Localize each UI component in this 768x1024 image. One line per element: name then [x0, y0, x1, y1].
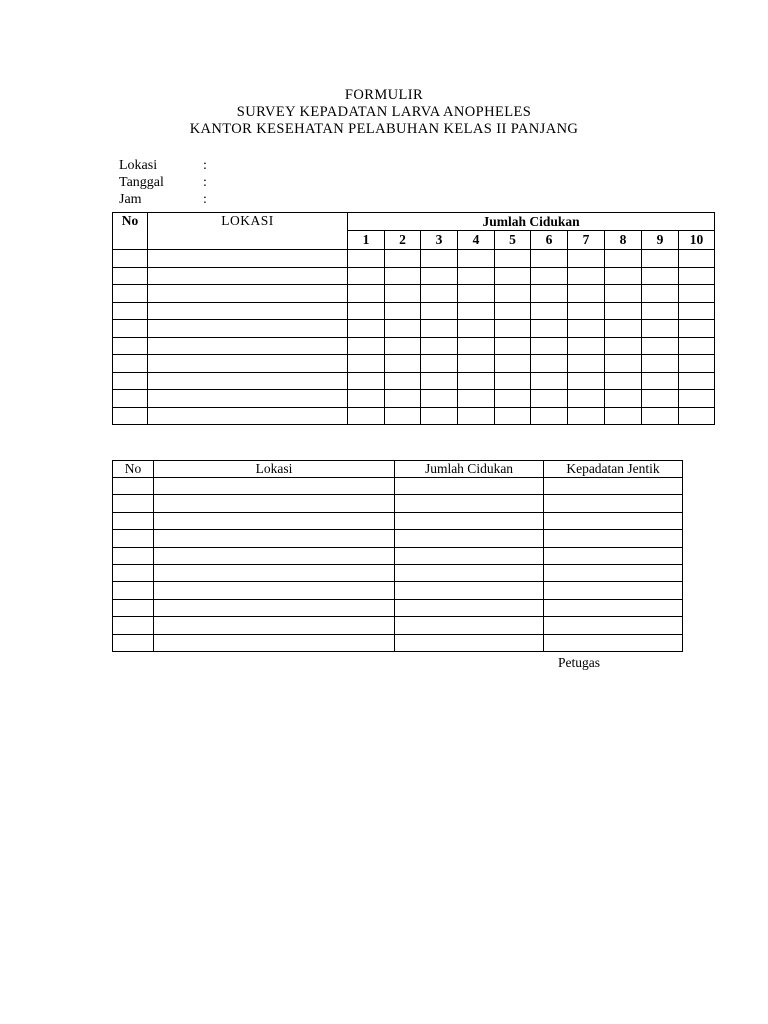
table-cell[interactable]: [679, 285, 715, 303]
table-cell[interactable]: [679, 407, 715, 425]
table-cell[interactable]: [568, 390, 605, 408]
table-cell[interactable]: [642, 372, 679, 390]
table-cell[interactable]: [544, 564, 683, 581]
col-lokasi-header: LOKASI: [148, 213, 348, 250]
table-cell[interactable]: [154, 617, 395, 634]
table-row: [113, 582, 683, 599]
table-cell[interactable]: [679, 302, 715, 320]
table-cell[interactable]: [154, 599, 395, 616]
table-cell[interactable]: [113, 390, 148, 408]
table-cell[interactable]: [458, 337, 495, 355]
table-cell[interactable]: [113, 478, 154, 495]
cidukan-table-body: [113, 250, 715, 425]
table-cell[interactable]: [113, 250, 148, 268]
table-cell[interactable]: [395, 564, 544, 581]
table-cell[interactable]: [348, 285, 385, 303]
table-row: [113, 390, 715, 408]
table-cell[interactable]: [531, 372, 568, 390]
table-cell[interactable]: [113, 617, 154, 634]
table-cell[interactable]: [154, 634, 395, 651]
table-cell[interactable]: [395, 478, 544, 495]
table-cell[interactable]: [531, 407, 568, 425]
cidukan-table: [112, 212, 715, 425]
col-cidukan-1-header: 1: [348, 231, 385, 250]
table-cell[interactable]: [531, 320, 568, 338]
field-separator: :: [203, 158, 207, 173]
table-cell[interactable]: [642, 285, 679, 303]
table-cell[interactable]: [642, 302, 679, 320]
signature-label: Petugas: [558, 655, 600, 670]
table-row: [113, 355, 715, 373]
table-cell[interactable]: [568, 355, 605, 373]
table-cell[interactable]: [568, 285, 605, 303]
table-cell[interactable]: [395, 582, 544, 599]
table-cell[interactable]: [154, 564, 395, 581]
table-cell[interactable]: [531, 285, 568, 303]
table-cell[interactable]: [113, 634, 154, 651]
table-cell[interactable]: [348, 390, 385, 408]
table-cell[interactable]: [395, 617, 544, 634]
table-cell[interactable]: [148, 407, 348, 425]
col-cidukan-7-header: 7: [568, 231, 605, 250]
table-cell[interactable]: [113, 512, 154, 529]
table-cell[interactable]: [605, 302, 642, 320]
table-cell[interactable]: [385, 285, 421, 303]
table-cell[interactable]: [544, 530, 683, 547]
col-cidukan-4-header: 4: [458, 231, 495, 250]
table-row: [113, 337, 715, 355]
table-cell[interactable]: [395, 512, 544, 529]
table-cell[interactable]: [385, 372, 421, 390]
table-cell[interactable]: [348, 407, 385, 425]
table-cell[interactable]: [495, 302, 531, 320]
col-no-header: No: [113, 461, 154, 478]
table-row: [113, 547, 683, 564]
table-cell[interactable]: [385, 355, 421, 373]
table-cell[interactable]: [642, 355, 679, 373]
table-cell[interactable]: [421, 302, 458, 320]
table-cell[interactable]: [605, 337, 642, 355]
table-cell[interactable]: [148, 337, 348, 355]
table-cell[interactable]: [495, 407, 531, 425]
table-cell[interactable]: [642, 337, 679, 355]
table-cell[interactable]: [458, 320, 495, 338]
table-row: [113, 512, 683, 529]
table-row: [113, 250, 715, 268]
table-cell[interactable]: [544, 634, 683, 651]
col-jumlah-cidukan-header: Jumlah Cidukan: [395, 461, 544, 478]
field-label: Tanggal: [119, 175, 164, 190]
kepadatan-table: [112, 460, 683, 652]
table-cell[interactable]: [495, 390, 531, 408]
table-cell[interactable]: [642, 267, 679, 285]
table-cell[interactable]: [348, 267, 385, 285]
table-cell[interactable]: [421, 337, 458, 355]
table-cell[interactable]: [679, 337, 715, 355]
table-cell[interactable]: [495, 372, 531, 390]
table-cell[interactable]: [605, 250, 642, 268]
table-cell[interactable]: [495, 285, 531, 303]
field-tanggal: [119, 174, 215, 191]
table-cell[interactable]: [148, 267, 348, 285]
table-cell[interactable]: [113, 582, 154, 599]
col-cidukan-8-header: 8: [605, 231, 642, 250]
table-cell[interactable]: [148, 355, 348, 373]
table-cell[interactable]: [642, 250, 679, 268]
table-row: [113, 617, 683, 634]
table-cell[interactable]: [568, 267, 605, 285]
table-cell[interactable]: [605, 320, 642, 338]
table-cell[interactable]: [385, 407, 421, 425]
table-cell[interactable]: [544, 495, 683, 512]
table-cell[interactable]: [148, 285, 348, 303]
field-jam: [119, 191, 215, 208]
table-row: [113, 495, 683, 512]
form-subtitle: SURVEY KEPADATAN LARVA ANOPHELES: [236, 104, 532, 120]
col-cidukan-6-header: 6: [531, 231, 568, 250]
table-cell[interactable]: [113, 407, 148, 425]
table-cell[interactable]: [385, 390, 421, 408]
table-cell[interactable]: [642, 390, 679, 408]
table-cell[interactable]: [113, 564, 154, 581]
table-cell[interactable]: [154, 582, 395, 599]
table-cell[interactable]: [421, 407, 458, 425]
table-cell[interactable]: [605, 267, 642, 285]
table-row: [113, 634, 683, 651]
col-cidukan-10-header: 10: [679, 231, 715, 250]
table-cell[interactable]: [113, 547, 154, 564]
table-cell[interactable]: [568, 372, 605, 390]
table-cell[interactable]: [531, 267, 568, 285]
table-cell[interactable]: [458, 285, 495, 303]
col-kepadatan-jentik-header: Kepadatan Jentik: [544, 461, 683, 478]
table-cell[interactable]: [605, 390, 642, 408]
form-title: FORMULIR: [344, 87, 424, 103]
table-cell[interactable]: [154, 512, 395, 529]
table-cell[interactable]: [544, 617, 683, 634]
table-cell[interactable]: [458, 407, 495, 425]
table-cell[interactable]: [568, 320, 605, 338]
col-no-header: No: [113, 213, 148, 250]
table-cell[interactable]: [421, 390, 458, 408]
table-cell[interactable]: [679, 250, 715, 268]
table-cell[interactable]: [154, 495, 395, 512]
table-cell[interactable]: [113, 599, 154, 616]
table-cell[interactable]: [531, 337, 568, 355]
table-cell[interactable]: [679, 320, 715, 338]
table-cell[interactable]: [348, 302, 385, 320]
field-lokasi: [119, 157, 215, 174]
table-cell[interactable]: [531, 250, 568, 268]
table-cell[interactable]: [385, 337, 421, 355]
form-office: KANTOR KESEHATAN PELABUHAN KELAS II PANJANG: [189, 121, 579, 137]
table-cell[interactable]: [148, 302, 348, 320]
table-row: [113, 564, 683, 581]
table-cell[interactable]: [421, 285, 458, 303]
table-cell[interactable]: [395, 495, 544, 512]
table-cell[interactable]: [568, 250, 605, 268]
table-cell[interactable]: [154, 530, 395, 547]
table-row: [113, 530, 683, 547]
table-cell[interactable]: [348, 250, 385, 268]
table-cell[interactable]: [395, 547, 544, 564]
table-row: [113, 267, 715, 285]
table-cell[interactable]: [113, 495, 154, 512]
col-lokasi-header: Lokasi: [154, 461, 395, 478]
col-jumlah-cidukan-header: Jumlah Cidukan: [348, 213, 715, 231]
table-cell[interactable]: [544, 582, 683, 599]
table-cell[interactable]: [113, 320, 148, 338]
table-row: [113, 407, 715, 425]
table-cell[interactable]: [148, 250, 348, 268]
col-cidukan-3-header: 3: [421, 231, 458, 250]
table-cell[interactable]: [348, 320, 385, 338]
table-cell[interactable]: [113, 337, 148, 355]
table-cell[interactable]: [348, 372, 385, 390]
table-cell[interactable]: [395, 530, 544, 547]
table-cell[interactable]: [385, 267, 421, 285]
col-cidukan-9-header: 9: [642, 231, 679, 250]
table-cell[interactable]: [495, 320, 531, 338]
col-cidukan-2-header: 2: [385, 231, 421, 250]
table-cell[interactable]: [679, 372, 715, 390]
table-cell[interactable]: [458, 250, 495, 268]
table-cell[interactable]: [568, 337, 605, 355]
table-cell[interactable]: [154, 547, 395, 564]
table-cell[interactable]: [642, 320, 679, 338]
table-cell[interactable]: [605, 355, 642, 373]
field-label: Jam: [119, 192, 142, 207]
table-cell[interactable]: [544, 599, 683, 616]
table-cell[interactable]: [568, 302, 605, 320]
table-cell[interactable]: [421, 250, 458, 268]
table-cell[interactable]: [113, 355, 148, 373]
table-cell[interactable]: [395, 599, 544, 616]
table-cell[interactable]: [605, 372, 642, 390]
table-cell[interactable]: [458, 302, 495, 320]
table-cell[interactable]: [154, 478, 395, 495]
table-cell[interactable]: [495, 355, 531, 373]
field-separator: :: [203, 175, 207, 190]
table-cell[interactable]: [544, 547, 683, 564]
table-cell[interactable]: [605, 407, 642, 425]
table-cell[interactable]: [421, 320, 458, 338]
col-cidukan-5-header: 5: [495, 231, 531, 250]
table-cell[interactable]: [148, 390, 348, 408]
table-cell[interactable]: [148, 320, 348, 338]
table-cell[interactable]: [531, 355, 568, 373]
kepadatan-table-body: [113, 478, 683, 652]
table-cell[interactable]: [531, 302, 568, 320]
table-cell[interactable]: [495, 250, 531, 268]
table-cell[interactable]: [642, 407, 679, 425]
table-cell[interactable]: [568, 407, 605, 425]
table-cell[interactable]: [679, 390, 715, 408]
table-cell[interactable]: [458, 355, 495, 373]
table-row: [113, 372, 715, 390]
table-row: [113, 302, 715, 320]
table-cell[interactable]: [113, 530, 154, 547]
table-cell[interactable]: [385, 302, 421, 320]
table-cell[interactable]: [679, 267, 715, 285]
table-cell[interactable]: [458, 372, 495, 390]
table-cell[interactable]: [421, 267, 458, 285]
table-cell[interactable]: [605, 285, 642, 303]
table-cell[interactable]: [531, 390, 568, 408]
table-cell[interactable]: [113, 372, 148, 390]
table-cell[interactable]: [113, 285, 148, 303]
field-separator: :: [203, 192, 207, 207]
table-cell[interactable]: [395, 634, 544, 651]
table-cell[interactable]: [458, 267, 495, 285]
table-cell[interactable]: [348, 337, 385, 355]
form-fields: [119, 157, 215, 208]
table-cell[interactable]: [113, 267, 148, 285]
table-row: [113, 478, 683, 495]
table-cell[interactable]: [385, 320, 421, 338]
field-label: Lokasi: [119, 158, 158, 173]
table-cell[interactable]: [495, 267, 531, 285]
table-cell[interactable]: [544, 478, 683, 495]
table-cell[interactable]: [421, 355, 458, 373]
table-cell[interactable]: [348, 355, 385, 373]
table-cell[interactable]: [495, 337, 531, 355]
table-cell[interactable]: [544, 512, 683, 529]
table-cell[interactable]: [421, 372, 458, 390]
table-row: [113, 285, 715, 303]
table-cell[interactable]: [113, 302, 148, 320]
table-cell[interactable]: [458, 390, 495, 408]
table-cell[interactable]: [385, 250, 421, 268]
table-cell[interactable]: [148, 372, 348, 390]
table-row: [113, 599, 683, 616]
kepadatan-header-row: [113, 461, 683, 478]
table-cell[interactable]: [679, 355, 715, 373]
table-row: [113, 320, 715, 338]
